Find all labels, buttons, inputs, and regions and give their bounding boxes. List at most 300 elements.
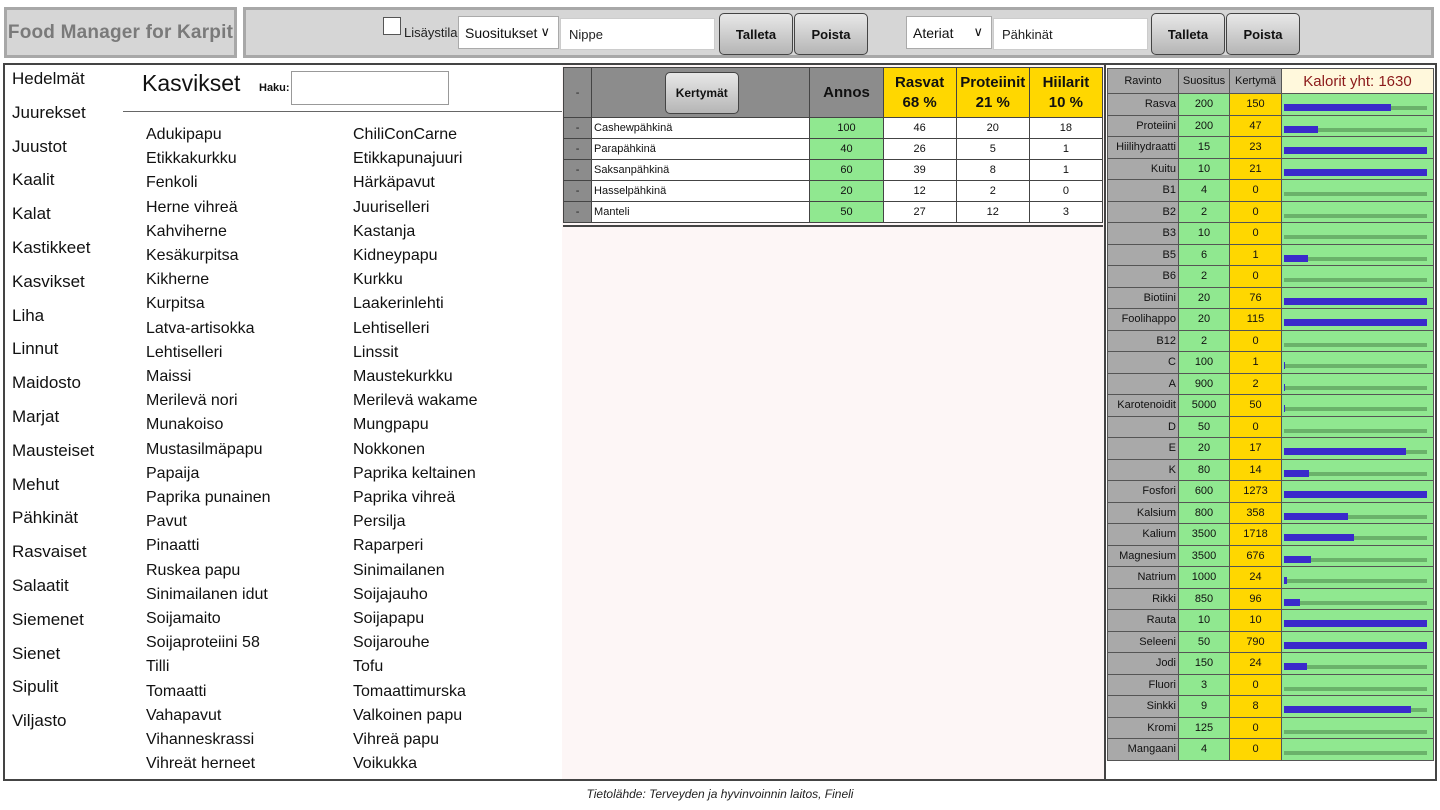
nutrient-name: Rauta [1108,610,1179,632]
nutrient-progress-bar [1284,470,1309,477]
nutrient-recommended: 9 [1179,696,1230,718]
nutrient-progress-track [1284,579,1427,583]
meal-food-name: Cashewpähkinä [592,118,810,139]
category-item[interactable]: Kalat [12,204,51,224]
meal-table [563,67,1103,223]
meal-panel [562,63,1104,781]
nutrient-name: E [1108,438,1179,460]
food-item[interactable]: Tomaatti [146,682,207,700]
nutrient-accumulated: 1 [1230,244,1282,266]
food-item[interactable]: Latva-artisokka [146,319,255,337]
nutrient-progress-bar [1284,298,1427,305]
nutrient-recommended: 50 [1179,416,1230,438]
annos-header: Annos [810,68,883,118]
category-item[interactable]: Pähkinät [12,508,79,528]
nutrient-progress-bar [1284,169,1427,176]
nutrient-progress-cell [1282,287,1434,309]
divider [123,111,562,112]
meal-carb: 18 [1029,118,1102,139]
nutrient-name: B12 [1108,330,1179,352]
nutrient-row [1108,653,1434,675]
nutrient-progress-cell [1282,717,1434,739]
nutrient-progress-track [1284,171,1427,175]
calorie-total: Kalorit yht: 1630 [1282,69,1434,94]
nutrient-accumulated: 0 [1230,416,1282,438]
nutrient-recommended: 6 [1179,244,1230,266]
meal-type-select[interactable] [906,16,992,49]
app-title: Food Manager for Karpit [4,7,237,58]
nutrient-row [1108,330,1434,352]
category-item[interactable]: Kastikkeet [12,238,91,257]
nutrient-progress-cell [1282,330,1434,352]
search-label: Haku: [259,82,290,94]
meal-portion[interactable]: 100 [810,118,883,139]
nutrient-name: Sinkki [1108,696,1179,718]
food-item[interactable]: Lehtiselleri [353,319,430,337]
nutrient-progress-bar [1284,255,1308,262]
nutrient-progress-track [1284,257,1427,261]
nutrient-row [1108,158,1434,180]
nutrient-accumulated: 23 [1230,137,1282,159]
nutrient-progress-cell [1282,180,1434,202]
nutrient-progress-cell [1282,588,1434,610]
nutrient-progress-track [1284,386,1427,390]
food-item[interactable]: Kidneypapu [353,247,438,264]
nutrient-recommended: 850 [1179,588,1230,610]
nutrient-progress-track [1284,364,1427,368]
meal-header-row [564,68,1103,118]
delete-list-button[interactable]: Poista [794,13,868,55]
food-item[interactable]: Ruskea papu [146,561,241,579]
nutrient-accumulated: 150 [1230,94,1282,116]
nutrient-row [1108,459,1434,481]
nutrient-recommended: 80 [1179,459,1230,481]
nutrient-name: A [1108,373,1179,395]
nutrient-progress-track [1284,321,1427,325]
meal-type-value: Ateriat [913,24,954,41]
nutrient-name: B5 [1108,244,1179,266]
nutrient-accumulated: 21 [1230,158,1282,180]
nutrient-row [1108,674,1434,696]
nutrient-progress-cell [1282,674,1434,696]
nutrient-accumulated: 790 [1230,631,1282,653]
nutrient-row [1108,137,1434,159]
nutrient-accumulated: 24 [1230,567,1282,589]
remove-food-button[interactable]: - [564,181,592,202]
nutrient-progress-cell [1282,567,1434,589]
food-item[interactable]: Sinimailanen [353,561,445,579]
nutrient-row [1108,223,1434,245]
meal-header-blank: - [564,68,592,118]
save-list-button[interactable]: Talleta [719,13,793,55]
category-item[interactable]: Siemenet [12,609,84,629]
meal-carb: 1 [1029,160,1102,181]
nutrient-panel [1104,63,1437,781]
food-item[interactable]: Adukipapu [146,126,222,143]
nutrient-progress-bar [1284,147,1427,154]
nutrient-accumulated: 0 [1230,717,1282,739]
nutrient-progress-cell [1282,266,1434,288]
food-item[interactable]: Vihanneskrassi [146,731,255,748]
nutrient-row [1108,567,1434,589]
remove-food-button[interactable]: - [564,118,592,139]
nutrient-name: Fluori [1108,674,1179,696]
nutrient-recommended: 20 [1179,438,1230,460]
nutrient-progress-cell [1282,94,1434,116]
nutrient-progress-bar [1284,448,1406,455]
nutrient-progress-bar [1284,362,1285,369]
nutrient-name: Rikki [1108,588,1179,610]
nutrient-accumulated: 50 [1230,395,1282,417]
nutrient-accumulated: 1 [1230,352,1282,374]
nutrient-progress-track [1284,407,1427,411]
nutrient-progress-bar [1284,104,1391,111]
nutrient-recommended: 50 [1179,631,1230,653]
category-item[interactable]: Linnut [12,339,59,359]
nutrient-row [1108,395,1434,417]
meal-carb: 0 [1029,181,1102,202]
nutrient-progress-cell [1282,696,1434,718]
nutrient-recommended: 15 [1179,137,1230,159]
food-item[interactable]: Maissi [146,368,192,385]
nutrient-row [1108,438,1434,460]
meal-portion[interactable]: 60 [810,160,883,181]
nutrient-progress-track [1284,558,1427,562]
food-item[interactable]: Voikukka [353,755,418,773]
nutrient-progress-track [1284,665,1427,669]
nutrient-accumulated: 676 [1230,545,1282,567]
meal-row [564,202,1103,223]
nutrient-row [1108,201,1434,223]
nutrient-recommended: 4 [1179,180,1230,202]
nutrient-progress-bar [1284,126,1318,133]
meal-food-name: Manteli [592,202,810,223]
nutrient-name: B6 [1108,266,1179,288]
category-item[interactable]: Mausteiset [12,440,95,460]
food-item[interactable]: Merilevä nori [146,392,238,410]
protein-header-pct: 21 % [975,93,1010,111]
category-item[interactable]: Mehut [12,474,60,494]
add-mode-checkbox[interactable] [383,17,401,35]
food-item[interactable]: Papaija [146,464,200,482]
nutrient-progress-track [1284,235,1427,239]
nutrient-name: D [1108,416,1179,438]
food-item[interactable]: Vihreät herneet [146,755,256,773]
meal-fat: 27 [883,202,956,223]
food-item[interactable]: Nokkonen [353,440,426,458]
nutrient-row [1108,244,1434,266]
chevron-down-icon: ∨ [973,24,983,39]
food-item[interactable]: Mungpapu [353,416,429,434]
nutrient-progress-cell [1282,459,1434,481]
carb-header-label: Hiilarit [1042,73,1090,91]
meal-portion[interactable]: 40 [810,139,883,160]
meal-portion[interactable]: 50 [810,202,883,223]
nutrient-progress-bar [1284,577,1287,584]
meal-fat: 39 [883,160,956,181]
nutrient-col-cum: Kertymä [1230,69,1282,94]
nutrient-name: Fosfori [1108,481,1179,503]
food-item[interactable]: Valkoinen papu [353,706,463,724]
meal-protein: 20 [956,118,1029,139]
nutrient-row [1108,115,1434,137]
meal-portion[interactable]: 20 [810,181,883,202]
category-item[interactable]: Hedelmät [12,69,85,88]
food-item[interactable]: Maustekurkku [353,368,453,385]
nutrient-accumulated: 0 [1230,180,1282,202]
food-item[interactable]: Pinaatti [146,537,200,555]
nutrient-name: B2 [1108,201,1179,223]
nutrient-row [1108,717,1434,739]
nutrient-recommended: 10 [1179,158,1230,180]
food-item[interactable]: Soijaproteiini 58 [146,634,260,652]
nutrient-progress-track [1284,708,1427,712]
nutrient-col-name: Ravinto [1108,69,1179,94]
nutrient-accumulated: 0 [1230,266,1282,288]
nutrient-name: B1 [1108,180,1179,202]
nutrient-progress-cell [1282,223,1434,245]
food-item[interactable]: Herne vihreä [146,198,238,216]
meal-fat: 12 [883,181,956,202]
meal-row [564,118,1103,139]
nutrient-row [1108,180,1434,202]
nutrient-name: Kromi [1108,717,1179,739]
nutrient-name: Karotenoidit [1108,395,1179,417]
nutrient-row [1108,610,1434,632]
nutrient-progress-bar [1284,642,1427,649]
nutrient-progress-track [1284,128,1427,132]
nutrient-name: Kalsium [1108,502,1179,524]
category-item[interactable]: Sipulit [12,677,59,697]
list-name-value: Nippe [569,26,603,42]
nutrient-progress-cell [1282,309,1434,331]
food-item[interactable]: Laakerinlehti [353,295,444,313]
nutrient-progress-cell [1282,739,1434,761]
food-item[interactable]: Tofu [353,658,384,676]
nutrient-accumulated: 96 [1230,588,1282,610]
nutrient-row [1108,309,1434,331]
nutrient-accumulated: 14 [1230,459,1282,481]
nutrient-recommended: 10 [1179,610,1230,632]
category-item[interactable]: Juurekset [12,102,86,122]
nutrient-progress-cell [1282,653,1434,675]
list-type-select[interactable] [458,16,559,49]
nutrient-accumulated: 24 [1230,653,1282,675]
protein-header [956,68,1029,118]
nutrient-row [1108,373,1434,395]
list-name-input[interactable] [560,18,715,50]
nutrient-name: Jodi [1108,653,1179,675]
nutrient-progress-cell [1282,438,1434,460]
nutrient-progress-bar [1284,599,1300,606]
remove-food-button[interactable]: - [564,139,592,160]
toolbar [243,7,1434,58]
nutrient-name: Kuitu [1108,158,1179,180]
remove-food-button[interactable]: - [564,202,592,223]
nutrient-recommended: 2 [1179,201,1230,223]
food-item[interactable]: Munakoiso [146,416,224,434]
meal-food-name: Saksanpähkinä [592,160,810,181]
nutrient-recommended: 900 [1179,373,1230,395]
meal-fat: 46 [883,118,956,139]
nutrient-name: Seleeni [1108,631,1179,653]
nutrient-recommended: 100 [1179,352,1230,374]
nutrient-recommended: 600 [1179,481,1230,503]
nutrient-accumulated: 2 [1230,373,1282,395]
kertymat-button[interactable]: Kertymät [665,72,739,114]
food-item[interactable]: Mustasilmäpapu [146,440,263,458]
food-item[interactable]: Persilja [353,513,406,531]
fat-header [883,68,956,118]
category-list [3,63,124,781]
food-item[interactable]: Etikkapunajuuri [353,150,463,168]
food-item[interactable]: Fenkoli [146,174,198,192]
category-item[interactable]: Liha [12,305,45,325]
food-item[interactable]: Tilli [146,658,170,676]
meal-protein: 2 [956,181,1029,202]
meal-carb: 1 [1029,139,1102,160]
nutrient-recommended: 200 [1179,94,1230,116]
food-item[interactable]: Vihreä papu [353,731,439,748]
food-item[interactable]: Raparperi [353,537,424,555]
nutrient-progress-bar [1284,556,1311,563]
search-input[interactable] [291,71,449,105]
nutrient-progress-track [1284,622,1427,626]
nutrient-progress-cell [1282,201,1434,223]
nutrient-name: Foolihappo [1108,309,1179,331]
nutrient-recommended: 20 [1179,309,1230,331]
food-item[interactable]: Lehtiselleri [146,343,223,361]
category-item[interactable]: Kasvikset [12,271,85,291]
nutrient-accumulated: 47 [1230,115,1282,137]
food-item[interactable]: Soijajauho [353,585,428,603]
food-item[interactable]: Linssit [353,343,399,361]
nutrient-recommended: 20 [1179,287,1230,309]
food-item[interactable]: ChiliConCarne [353,126,458,143]
nutrient-progress-cell [1282,416,1434,438]
food-item[interactable]: Kahviherne [146,222,227,240]
food-item[interactable]: Härkäpavut [353,174,435,192]
chevron-down-icon: ∨ [540,24,550,39]
nutrient-progress-track [1284,192,1427,196]
food-item[interactable]: Soijapapu [353,610,425,627]
nutrient-progress-track [1284,644,1427,648]
nutrient-progress-track [1284,515,1427,519]
food-item[interactable]: Soijarouhe [353,634,430,652]
food-item[interactable]: Pavut [146,513,187,531]
nutrient-progress-cell [1282,524,1434,546]
nutrient-row [1108,266,1434,288]
food-item[interactable]: Paprika punainen [146,489,271,506]
nutrient-recommended: 3500 [1179,545,1230,567]
delete-meal-button[interactable]: Poista [1226,13,1300,55]
nutrient-row [1108,696,1434,718]
nutrient-recommended: 3 [1179,674,1230,696]
food-item[interactable]: Kesäkurpitsa [146,247,239,264]
nutrient-row [1108,94,1434,116]
category-item[interactable]: Kaalit [12,170,55,190]
food-item[interactable]: Juuriselleri [353,198,430,216]
nutrient-row [1108,631,1434,653]
nutrient-name: Natrium [1108,567,1179,589]
nutrient-table [1107,68,1434,761]
meal-food-name: Parapähkinä [592,139,810,160]
nutrient-row [1108,545,1434,567]
nutrient-progress-track [1284,214,1427,218]
food-item[interactable]: Soijamaito [146,610,221,627]
category-item[interactable]: Juustot [12,136,67,156]
nutrient-row [1108,416,1434,438]
nutrient-name: Hiilihydraatti [1108,137,1179,159]
nutrient-name: Proteiini [1108,115,1179,137]
food-item[interactable]: Kurpitsa [146,295,205,313]
nutrient-recommended: 4 [1179,739,1230,761]
nutrient-progress-bar [1284,491,1427,498]
category-item[interactable]: Rasvaiset [12,542,87,562]
nutrient-progress-track [1284,450,1427,454]
food-item[interactable]: Kurkku [353,271,403,289]
nutrient-progress-bar [1284,534,1354,541]
meal-fat: 26 [883,139,956,160]
carb-header-pct: 10 % [1048,93,1083,111]
remove-food-button[interactable]: - [564,160,592,181]
category-item[interactable]: Sienet [12,643,61,663]
fat-header-pct: 68 % [902,93,937,111]
nutrient-progress-track [1284,536,1427,540]
protein-header-label: Proteiinit [960,73,1026,91]
food-item[interactable]: Paprika keltainen [353,464,476,482]
nutrient-progress-track [1284,278,1427,282]
meal-protein: 8 [956,160,1029,181]
meal-protein: 5 [956,139,1029,160]
nutrient-row [1108,481,1434,503]
save-meal-button[interactable]: Talleta [1151,13,1225,55]
food-item[interactable]: Paprika vihreä [353,489,456,506]
food-item[interactable]: Merilevä wakame [353,392,478,410]
nutrient-progress-track [1284,730,1427,734]
nutrient-progress-track [1284,106,1427,110]
nutrient-recommended: 10 [1179,223,1230,245]
list-type-value: Suositukset [465,24,538,41]
nutrient-row [1108,524,1434,546]
nutrient-progress-track [1284,343,1427,347]
nutrient-accumulated: 0 [1230,223,1282,245]
food-item[interactable]: Tomaattimurska [353,682,466,700]
nutrient-progress-cell [1282,352,1434,374]
nutrient-progress-cell [1282,545,1434,567]
food-item[interactable]: Sinimailanen idut [146,585,268,603]
meal-name-input[interactable] [993,18,1148,50]
nutrient-row [1108,352,1434,374]
food-item[interactable]: Kastanja [353,222,416,240]
nutrient-progress-cell [1282,137,1434,159]
nutrient-accumulated: 1273 [1230,481,1282,503]
food-item[interactable]: Vahapavut [146,706,222,724]
category-item[interactable]: Viljasto [12,711,67,731]
nutrient-progress-cell [1282,631,1434,653]
category-item[interactable]: Marjat [12,407,60,426]
category-item[interactable]: Salaatit [12,576,69,595]
category-item[interactable]: Maidosto [12,373,81,393]
meal-header-kertymat-cell [592,68,810,118]
nutrient-name: C [1108,352,1179,374]
nutrient-name: Magnesium [1108,545,1179,567]
food-item[interactable]: Etikkakurkku [146,150,237,168]
food-item[interactable]: Kikherne [146,271,210,289]
nutrient-progress-cell [1282,502,1434,524]
nutrient-recommended: 800 [1179,502,1230,524]
nutrient-progress-track [1284,472,1427,476]
